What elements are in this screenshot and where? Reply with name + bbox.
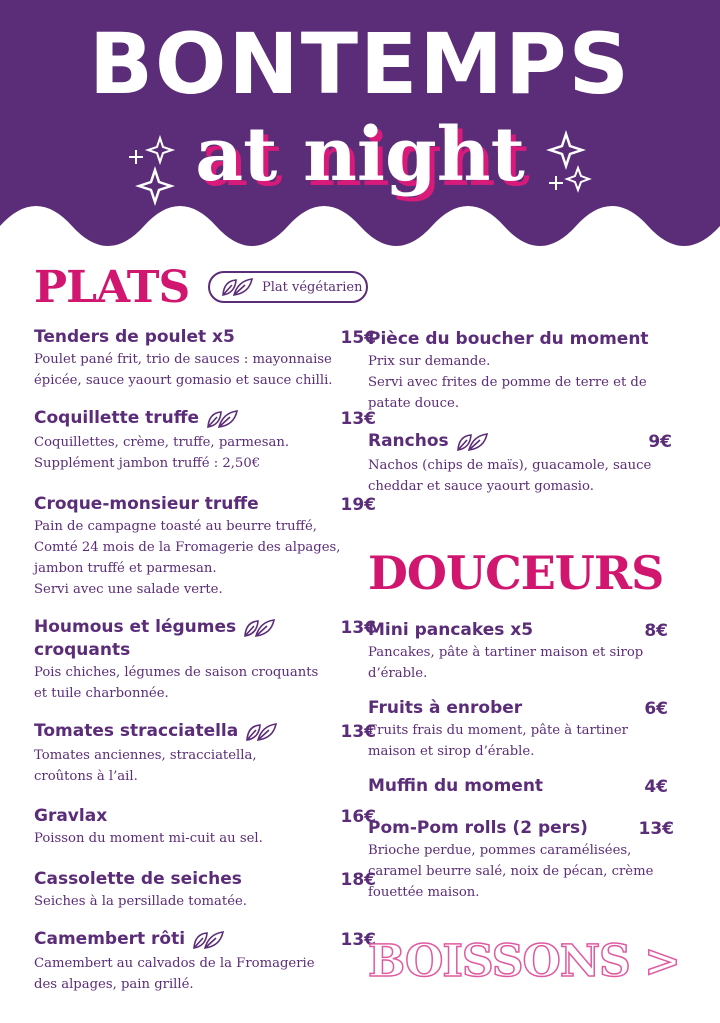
vegetarian-badge <box>208 271 368 303</box>
brand-title: BONTEMPS <box>88 15 632 113</box>
item-description: Prix sur demande. Servi avec frites de pomme de terre et de patate douce. <box>368 354 647 412</box>
douceurs-title: DOUCEURS <box>368 546 664 600</box>
item-description: Poulet pané frit, trio de sauces : mayonnaise épicée, sauce yaourt gomasio et sauce chilli. <box>34 352 333 389</box>
menu-item <box>34 806 376 849</box>
item-description: Brioche perdue, pommes caramélisées, caramel beurre salé, noix de pécan, crème fouettée maison. <box>368 843 654 901</box>
menu-item <box>34 928 376 995</box>
item-price: 15€ <box>340 327 376 348</box>
brand-subtitle: at night <box>195 112 525 198</box>
item-price: 4€ <box>644 776 668 797</box>
item-name: Muffin du moment <box>368 776 544 796</box>
menu-item <box>368 776 668 797</box>
item-description: Tomates anciennes, stracciatella, croûtons à l’ail. <box>34 748 257 784</box>
item-description: Nachos (chips de maïs), guacamole, sauce cheddar et sauce yaourt gomasio. <box>368 458 652 494</box>
item-price: 16€ <box>340 806 376 827</box>
item-description: Fruits frais du moment, pâte à tartiner maison et sirop d’érable. <box>368 723 628 760</box>
item-name: Coquillette truffe <box>34 408 200 429</box>
menu-item <box>34 407 376 474</box>
item-price: 13€ <box>340 618 376 638</box>
item-price: 13€ <box>638 818 674 839</box>
item-price: 8€ <box>644 620 668 641</box>
item-price: 13€ <box>340 722 376 742</box>
item-name: Pom-Pom rolls (2 pers) <box>368 818 588 838</box>
item-description: Poisson du moment mi-cuit au sel. <box>34 831 263 847</box>
item-name: Ranchos <box>368 431 449 452</box>
leaf-icon <box>220 275 256 299</box>
item-name: Camembert rôti <box>34 929 186 950</box>
menu-item <box>368 430 672 497</box>
item-name: Croque-monsieur truffe <box>34 494 259 514</box>
vegetarian-badge-label: Plat végétarien <box>262 279 363 295</box>
item-name: Mini pancakes x5 <box>368 620 534 640</box>
menu-item <box>34 327 376 391</box>
item-description: Camembert au calvados de la Fromagerie des alpages, pain grillé. <box>34 956 315 992</box>
item-description: Pois chiches, légumes de saison croquants et tuile charbonnée. <box>34 665 319 702</box>
item-name: Tomates stracciatella <box>34 721 239 742</box>
item-price: 9€ <box>648 432 672 452</box>
menu-item <box>368 818 674 903</box>
menu-item <box>34 616 376 704</box>
leaf-icon <box>191 928 227 952</box>
leaf-icon <box>244 720 280 744</box>
menu-item <box>368 620 668 684</box>
item-name: Tenders de poulet x5 <box>34 327 235 347</box>
menu-item <box>368 698 668 762</box>
item-price: 13€ <box>340 409 376 429</box>
item-price: 6€ <box>644 698 668 719</box>
item-name: Fruits à enrober <box>368 698 523 718</box>
header-banner <box>0 0 720 252</box>
leaf-icon <box>242 616 278 640</box>
plats-title: PLATS <box>34 262 190 313</box>
menu-item <box>34 720 376 787</box>
item-price: 19€ <box>340 494 376 515</box>
item-description: Pain de campagne toasté au beurre truffé, Comté 24 mois de la Fromagerie des alpages, jambon truffé et parmesan. Servi avec une salade verte. <box>34 519 341 598</box>
item-description: Coquillettes, crème, truffe, parmesan. Supplément jambon truffé : 2,50€ <box>34 435 290 471</box>
sparkle-icons <box>0 0 720 252</box>
item-description: Seiches à la persillade tomatée. <box>34 894 248 910</box>
item-name-continued: croquants <box>34 640 131 660</box>
item-name: Pièce du boucher du moment <box>368 329 649 349</box>
menu-item <box>34 494 376 600</box>
boissons-link[interactable]: BOISSONS > <box>368 936 681 987</box>
menu-item <box>368 329 668 414</box>
item-name: Houmous et légumes <box>34 617 237 638</box>
item-price: 13€ <box>340 930 376 950</box>
item-name: Cassolette de seiches <box>34 869 242 889</box>
leaf-icon <box>205 407 241 431</box>
menu-item <box>34 869 376 912</box>
item-price: 18€ <box>340 869 376 890</box>
item-description: Pancakes, pâte à tartiner maison et sirop d’érable. <box>368 645 644 682</box>
leaf-icon <box>455 430 491 454</box>
item-name: Gravlax <box>34 806 108 826</box>
